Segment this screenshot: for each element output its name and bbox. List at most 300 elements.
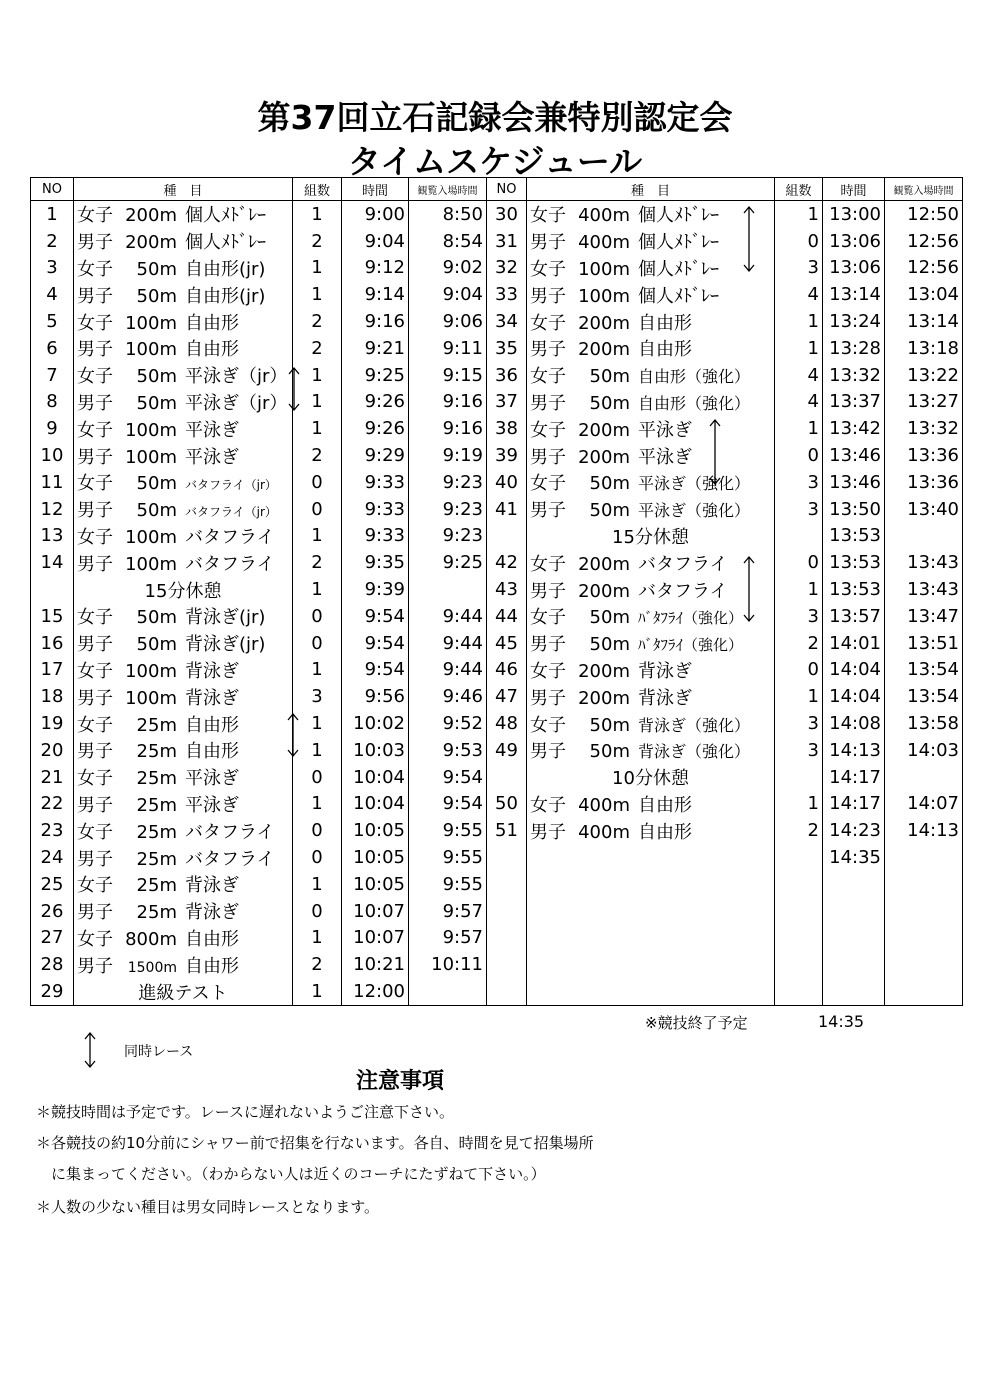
- table-row: [31, 978, 963, 1005]
- distance: 50m: [136, 607, 177, 629]
- event-name: 自由形: [185, 955, 239, 977]
- event-name: 背泳ぎ: [185, 660, 239, 682]
- gender: 女子: [530, 553, 566, 575]
- event-cell: [74, 978, 293, 1005]
- race-no: 3: [31, 255, 74, 282]
- group-count: 2: [775, 817, 823, 844]
- event-name: 自由形: [638, 821, 692, 843]
- race-no: 45: [487, 630, 527, 657]
- event-name: 個人ﾒﾄﾞﾚｰ: [185, 232, 266, 254]
- gender: 女子: [530, 258, 566, 280]
- group-count: 1: [293, 201, 342, 228]
- start-time: 14:23: [823, 817, 885, 844]
- gender: 女子: [77, 366, 113, 388]
- race-no: 8: [31, 389, 74, 416]
- start-time: 9:29: [342, 442, 409, 469]
- group-count: [775, 925, 823, 952]
- table-row: [31, 576, 963, 603]
- start-time: 10:04: [342, 791, 409, 818]
- start-time: 9:26: [342, 415, 409, 442]
- entry-time: 9:44: [409, 657, 487, 684]
- distance: 50m: [589, 366, 630, 388]
- distance: 50m: [136, 285, 177, 307]
- distance: 50m: [589, 473, 630, 495]
- race-no: 20: [31, 737, 74, 764]
- start-time: 9:00: [342, 201, 409, 228]
- event-name: 個人ﾒﾄﾞﾚｰ: [185, 205, 266, 227]
- race-no: 36: [487, 362, 527, 389]
- event-name: 自由形: [638, 312, 692, 334]
- entry-time: 9:19: [409, 442, 487, 469]
- entry-time: 9:16: [409, 389, 487, 416]
- start-time: 12:00: [342, 978, 409, 1005]
- event-name: バタフライ: [185, 553, 275, 575]
- gender: 女子: [77, 205, 113, 227]
- start-time: 9:33: [342, 523, 409, 550]
- entry-time: 8:50: [409, 201, 487, 228]
- start-time: 13:42: [823, 415, 885, 442]
- title-line2: タイムスケジュール: [347, 142, 643, 181]
- start-time: 14:35: [823, 844, 885, 871]
- gender: 男子: [77, 446, 113, 468]
- race-no: 10: [31, 442, 74, 469]
- distance: 50m: [589, 392, 630, 414]
- distance: 400m: [578, 821, 630, 843]
- race-no: 4: [31, 281, 74, 308]
- header-groups: 組数: [293, 178, 342, 201]
- note-line: ＊人数の少ない種目は男女同時レースとなります。: [36, 1198, 380, 1216]
- gender: 女子: [77, 768, 113, 790]
- entry-time: 9:52: [409, 710, 487, 737]
- start-time: 10:02: [342, 710, 409, 737]
- entry-time: 9:02: [409, 255, 487, 282]
- start-time: 9:54: [342, 657, 409, 684]
- start-time: 9:35: [342, 549, 409, 576]
- group-count: 2: [293, 442, 342, 469]
- group-count: [775, 764, 823, 791]
- gender: 女子: [77, 821, 113, 843]
- entry-time: 13:18: [885, 335, 963, 362]
- gender: 女子: [77, 526, 113, 548]
- event-cell: [74, 710, 293, 737]
- group-count: 0: [293, 764, 342, 791]
- distance: 1500m: [127, 959, 177, 976]
- race-no: 17: [31, 657, 74, 684]
- start-time: 9:56: [342, 683, 409, 710]
- entry-time: 12:56: [885, 228, 963, 255]
- entry-time: 10:11: [409, 951, 487, 978]
- race-no: 25: [31, 871, 74, 898]
- event-name: 自由形: [185, 928, 239, 950]
- event-cell: [527, 415, 775, 442]
- distance: 50m: [136, 473, 177, 495]
- start-time: 13:46: [823, 442, 885, 469]
- event-cell: [527, 496, 775, 523]
- start-time: 10:07: [342, 898, 409, 925]
- race-no: [487, 871, 527, 898]
- entry-time: 12:50: [885, 201, 963, 228]
- distance: 200m: [125, 205, 177, 227]
- table-row: [31, 737, 963, 764]
- note-line: ＊各競技の約10分前にシャワー前で招集を行ないます。各自、時間を見て招集場所: [36, 1134, 594, 1152]
- event-cell: [527, 389, 775, 416]
- start-time: 9:21: [342, 335, 409, 362]
- entry-time: 9:54: [409, 764, 487, 791]
- entry-time: 9:46: [409, 683, 487, 710]
- race-no: 41: [487, 496, 527, 523]
- table-row: [31, 255, 963, 282]
- entry-time: 9:23: [409, 523, 487, 550]
- event-name: 背泳ぎ: [185, 687, 239, 709]
- gender: 女子: [530, 205, 566, 227]
- event-cell: [527, 871, 775, 898]
- header-entry: 観覧入場時間: [409, 178, 487, 201]
- distance: 50m: [136, 258, 177, 280]
- entry-time: [885, 925, 963, 952]
- gender: 女子: [530, 366, 566, 388]
- group-count: 4: [775, 362, 823, 389]
- gender: 男子: [530, 339, 566, 361]
- group-count: 1: [775, 791, 823, 818]
- race-no: 49: [487, 737, 527, 764]
- event-name: 背泳ぎ: [185, 875, 239, 897]
- event-cell: [527, 308, 775, 335]
- header-event: 種 目: [74, 178, 293, 201]
- event-cell: [527, 281, 775, 308]
- start-time: 13:06: [823, 255, 885, 282]
- entry-time: 13:32: [885, 415, 963, 442]
- entry-time: [885, 951, 963, 978]
- entry-time: 13:04: [885, 281, 963, 308]
- event-name: 自由形: [185, 714, 239, 736]
- start-time: 9:54: [342, 630, 409, 657]
- schedule-table: [30, 177, 963, 1006]
- start-time: 13:06: [823, 228, 885, 255]
- distance: 200m: [578, 687, 630, 709]
- entry-time: 13:27: [885, 389, 963, 416]
- group-count: 1: [293, 281, 342, 308]
- entry-time: 13:54: [885, 683, 963, 710]
- gender: 男子: [77, 285, 113, 307]
- event-name: 自由形: [185, 741, 239, 763]
- distance: 50m: [589, 500, 630, 522]
- entry-time: 14:03: [885, 737, 963, 764]
- group-count: 3: [775, 469, 823, 496]
- gender: 女子: [530, 312, 566, 334]
- event-name: 自由形（強化）: [638, 367, 751, 387]
- table-row: [31, 469, 963, 496]
- group-count: 2: [293, 549, 342, 576]
- race-no: 28: [31, 951, 74, 978]
- event-cell: [527, 764, 775, 791]
- event-cell: [74, 255, 293, 282]
- gender: 女子: [77, 714, 113, 736]
- gender: 男子: [530, 232, 566, 254]
- group-count: 0: [775, 657, 823, 684]
- race-no: [487, 978, 527, 1005]
- group-count: 1: [293, 791, 342, 818]
- group-count: 2: [293, 951, 342, 978]
- simultaneous-arrow-icon: [285, 712, 301, 762]
- entry-time: 13:36: [885, 469, 963, 496]
- start-time: 13:14: [823, 281, 885, 308]
- header-groups: 組数: [775, 178, 823, 201]
- entry-time: 12:56: [885, 255, 963, 282]
- start-time: 10:21: [342, 951, 409, 978]
- distance: 50m: [589, 714, 630, 736]
- group-count: 0: [775, 442, 823, 469]
- event-cell: [74, 657, 293, 684]
- event-cell: [527, 925, 775, 952]
- event-name: バタフライ: [185, 848, 275, 870]
- race-no: [487, 764, 527, 791]
- note-line: ＊競技時間は予定です。レースに遅れないようご注意下さい。: [36, 1103, 455, 1121]
- distance: 25m: [136, 714, 177, 736]
- distance: 25m: [136, 848, 177, 870]
- gender: 女子: [77, 607, 113, 629]
- distance: 25m: [136, 875, 177, 897]
- start-time: 14:17: [823, 764, 885, 791]
- header-time: 時間: [823, 178, 885, 201]
- race-no: 37: [487, 389, 527, 416]
- event-name: バタフライ: [185, 526, 275, 548]
- event-cell: [74, 844, 293, 871]
- group-count: 0: [293, 469, 342, 496]
- event-name: 背泳ぎ(jr): [185, 634, 266, 656]
- group-count: 1: [775, 308, 823, 335]
- event-cell: [527, 362, 775, 389]
- group-count: 2: [775, 630, 823, 657]
- distance: 100m: [578, 258, 630, 280]
- group-count: 0: [293, 898, 342, 925]
- table-row: [31, 389, 963, 416]
- group-count: 1: [293, 415, 342, 442]
- start-time: [823, 925, 885, 952]
- distance: 200m: [578, 312, 630, 334]
- event-cell: [74, 415, 293, 442]
- start-time: 13:50: [823, 496, 885, 523]
- table-row: [31, 523, 963, 550]
- event-name: 平泳ぎ: [638, 419, 692, 441]
- group-count: 3: [775, 737, 823, 764]
- event-name: バタフライ: [638, 553, 728, 575]
- entry-time: 13:54: [885, 657, 963, 684]
- entry-time: [885, 844, 963, 871]
- event-name: 平泳ぎ（強化）: [638, 474, 751, 494]
- distance: 50m: [136, 392, 177, 414]
- header-no: NO: [31, 178, 74, 201]
- event-cell: [74, 871, 293, 898]
- gender: 男子: [530, 285, 566, 307]
- event-name: 平泳ぎ: [185, 768, 239, 790]
- race-no: 48: [487, 710, 527, 737]
- entry-time: 14:13: [885, 817, 963, 844]
- start-time: [823, 978, 885, 1005]
- event-name: 個人ﾒﾄﾞﾚｰ: [638, 285, 719, 307]
- gender: 男子: [77, 741, 113, 763]
- start-time: 13:53: [823, 523, 885, 550]
- event-cell: [527, 228, 775, 255]
- event-cell: [74, 951, 293, 978]
- race-no: 42: [487, 549, 527, 576]
- group-count: [775, 871, 823, 898]
- race-no: 9: [31, 415, 74, 442]
- distance: 200m: [578, 446, 630, 468]
- end-time: 14:35: [818, 1012, 865, 1031]
- distance: 200m: [578, 419, 630, 441]
- event-cell: [74, 281, 293, 308]
- group-count: 1: [293, 362, 342, 389]
- race-no: [487, 951, 527, 978]
- event-cell: [74, 442, 293, 469]
- entry-time: [885, 764, 963, 791]
- gender: 男子: [77, 794, 113, 816]
- race-no: 15: [31, 603, 74, 630]
- race-no: 18: [31, 683, 74, 710]
- distance: 25m: [136, 821, 177, 843]
- distance: 200m: [578, 339, 630, 361]
- gender: 女子: [77, 312, 113, 334]
- distance: 400m: [578, 794, 630, 816]
- distance: 50m: [136, 500, 177, 522]
- gender: 女子: [530, 660, 566, 682]
- race-no: 29: [31, 978, 74, 1005]
- gender: 男子: [77, 392, 113, 414]
- event-name: 平泳ぎ: [638, 446, 692, 468]
- distance: 100m: [125, 553, 177, 575]
- event-cell: [527, 844, 775, 871]
- gender: 女子: [530, 794, 566, 816]
- group-count: [775, 898, 823, 925]
- end-label: ※競技終了予定: [645, 1014, 748, 1032]
- event-cell: [74, 335, 293, 362]
- event-name: ﾊﾞﾀﾌﾗｲ（強化）: [638, 609, 744, 628]
- gender: 女子: [530, 473, 566, 495]
- race-no: 7: [31, 362, 74, 389]
- gender: 女子: [530, 419, 566, 441]
- event-cell: [527, 817, 775, 844]
- header-event: 種 目: [527, 178, 775, 201]
- start-time: 13:53: [823, 576, 885, 603]
- race-no: [487, 523, 527, 550]
- entry-time: 9:15: [409, 362, 487, 389]
- event-name: 背泳ぎ(jr): [185, 607, 266, 629]
- event-cell: [74, 603, 293, 630]
- group-count: 2: [293, 308, 342, 335]
- event-name: 自由形（強化）: [638, 393, 751, 413]
- gender: 男子: [77, 634, 113, 656]
- gender: 男子: [530, 580, 566, 602]
- event-cell: [527, 898, 775, 925]
- event-cell: [527, 576, 775, 603]
- start-time: 13:37: [823, 389, 885, 416]
- group-count: [775, 978, 823, 1005]
- table-row: [31, 844, 963, 871]
- start-time: 9:12: [342, 255, 409, 282]
- gender: 男子: [77, 339, 113, 361]
- start-time: [823, 951, 885, 978]
- event-name: 15分休憩: [144, 580, 222, 602]
- entry-time: [885, 871, 963, 898]
- event-cell: [527, 683, 775, 710]
- table-row: [31, 415, 963, 442]
- group-count: 3: [775, 255, 823, 282]
- notes-heading: 注意事項: [355, 1069, 444, 1094]
- event-cell: [74, 817, 293, 844]
- start-time: 13:28: [823, 335, 885, 362]
- event-name: 背泳ぎ（強化）: [638, 715, 751, 735]
- group-count: [775, 523, 823, 550]
- entry-time: 9:55: [409, 844, 487, 871]
- group-count: 4: [775, 389, 823, 416]
- start-time: 9:33: [342, 469, 409, 496]
- distance: 200m: [125, 232, 177, 254]
- event-name: 平泳ぎ（強化）: [638, 501, 751, 521]
- table-row: [31, 657, 963, 684]
- start-time: 9:04: [342, 228, 409, 255]
- event-name: バタフライ: [185, 821, 275, 843]
- note-line: に集まってください。（わからない人は近くのコーチにたずねて下さい。）: [36, 1165, 546, 1183]
- event-name: バタフライ（jr）: [185, 478, 277, 493]
- distance: 50m: [589, 634, 630, 656]
- event-cell: [74, 362, 293, 389]
- simultaneous-label: 同時レース: [124, 1044, 194, 1060]
- entry-time: 13:43: [885, 549, 963, 576]
- group-count: 4: [775, 281, 823, 308]
- event-cell: [527, 469, 775, 496]
- distance: 200m: [578, 580, 630, 602]
- start-time: 10:05: [342, 871, 409, 898]
- race-no: 35: [487, 335, 527, 362]
- entry-time: 14:07: [885, 791, 963, 818]
- group-count: 3: [775, 496, 823, 523]
- group-count: 0: [775, 549, 823, 576]
- header-entry: 観覧入場時間: [885, 178, 963, 201]
- event-cell: [74, 389, 293, 416]
- entry-time: 9:23: [409, 496, 487, 523]
- group-count: 1: [775, 201, 823, 228]
- gender: 男子: [77, 500, 113, 522]
- race-no: 21: [31, 764, 74, 791]
- group-count: 1: [293, 576, 342, 603]
- race-no: [487, 844, 527, 871]
- entry-time: 9:57: [409, 925, 487, 952]
- race-no: 5: [31, 308, 74, 335]
- gender: 女子: [77, 875, 113, 897]
- distance: 100m: [125, 687, 177, 709]
- distance: 400m: [578, 232, 630, 254]
- simultaneous-arrow-icon: [707, 418, 723, 490]
- distance: 200m: [578, 553, 630, 575]
- gender: 女子: [77, 660, 113, 682]
- event-cell: [527, 630, 775, 657]
- start-time: 14:17: [823, 791, 885, 818]
- entry-time: 9:53: [409, 737, 487, 764]
- entry-time: 9:25: [409, 549, 487, 576]
- event-cell: [74, 469, 293, 496]
- table-row: [31, 817, 963, 844]
- group-count: 2: [293, 335, 342, 362]
- distance: 200m: [578, 660, 630, 682]
- gender: 女子: [77, 258, 113, 280]
- event-cell: [74, 630, 293, 657]
- event-cell: [527, 603, 775, 630]
- race-no: 16: [31, 630, 74, 657]
- table-row: [31, 630, 963, 657]
- gender: 女子: [77, 419, 113, 441]
- header-no: NO: [487, 178, 527, 201]
- entry-time: 9:55: [409, 871, 487, 898]
